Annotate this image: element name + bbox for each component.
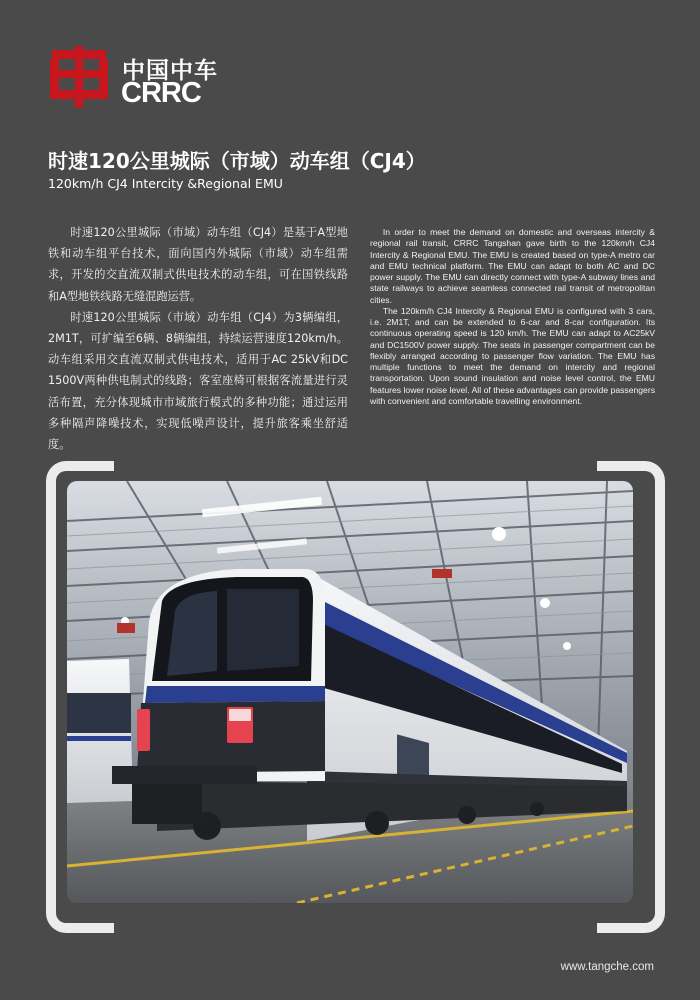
chinese-description [48, 222, 348, 455]
english-description [370, 227, 655, 407]
crrc-emblem-icon [50, 46, 108, 108]
page-subtitle: 120km/h CJ4 Intercity &Regional EMU [48, 176, 283, 191]
cn-paragraph-1: 时速120公里城际（市域）动车组（CJ4）是基于A型地铁和动车组平台技术，面向国内外城际（市域）动车组需求，开发的交直流双制式供电技术的动车组，可在国铁线路和A型地铁线路无缝混跑运营。 [48, 226, 348, 303]
en-paragraph-2: The 120km/h CJ4 Intercity & Regional EMU is configured with 3 cars, i.e. 2M1T, and can be extended to 6-car and 8-car configuration. Its continuous operating speed is 120 km/h. The EMU can adapt to AC25kV and DC1500V power supply. The seats in passenger compartment can be flexibly arranged according to passenger flow variation. The EMU has multiple functions to meet the demand on intercity and regional transportation. Upon sound insulation and noise level control, the EMU features lower noise level. All of these advantages can provide passengers with convenient and comfortable travelling environment. [370, 305, 655, 406]
train-photo [67, 481, 633, 903]
en-paragraph-1: In order to meet the demand on domestic and overseas intercity & regional rail transit, CRRC Tangshan gave birth to the 120km/h CJ4 Intercity & Regional EMU. The EMU is created based on type-A metro car and EMU technical platform. The EMU can adapt to both AC and DC power supply. The EMU can directly connect with type-A subway lines and state railways to achieve seamless connected rail transit of metropolitan cities. [370, 227, 655, 305]
brand-name-en: CRRC [121, 77, 201, 109]
emu-train-illustration [67, 481, 633, 903]
cn-paragraph-2: 时速120公里城际（市域）动车组（CJ4）为3辆编组，2M1T，可扩编至6辆、8辆编组，持续运营速度120km/h。动车组采用交直流双制式供电技术，适用于AC 25kV和DC 1500V两种供电制式的线路；客室座椅可根据客流量进行灵活布置，充分体现城市市域旅行模式的多种功能；通过运用多种隔声降噪技术，实现低噪声设计，提升旅客乘坐舒适度。 [48, 310, 348, 452]
brand-name-cn: 中国中车 [122, 58, 218, 84]
website-url[interactable]: www.tangche.com [560, 961, 654, 973]
page-title: 时速120公里城际（市域）动车组（CJ4） [48, 149, 426, 173]
